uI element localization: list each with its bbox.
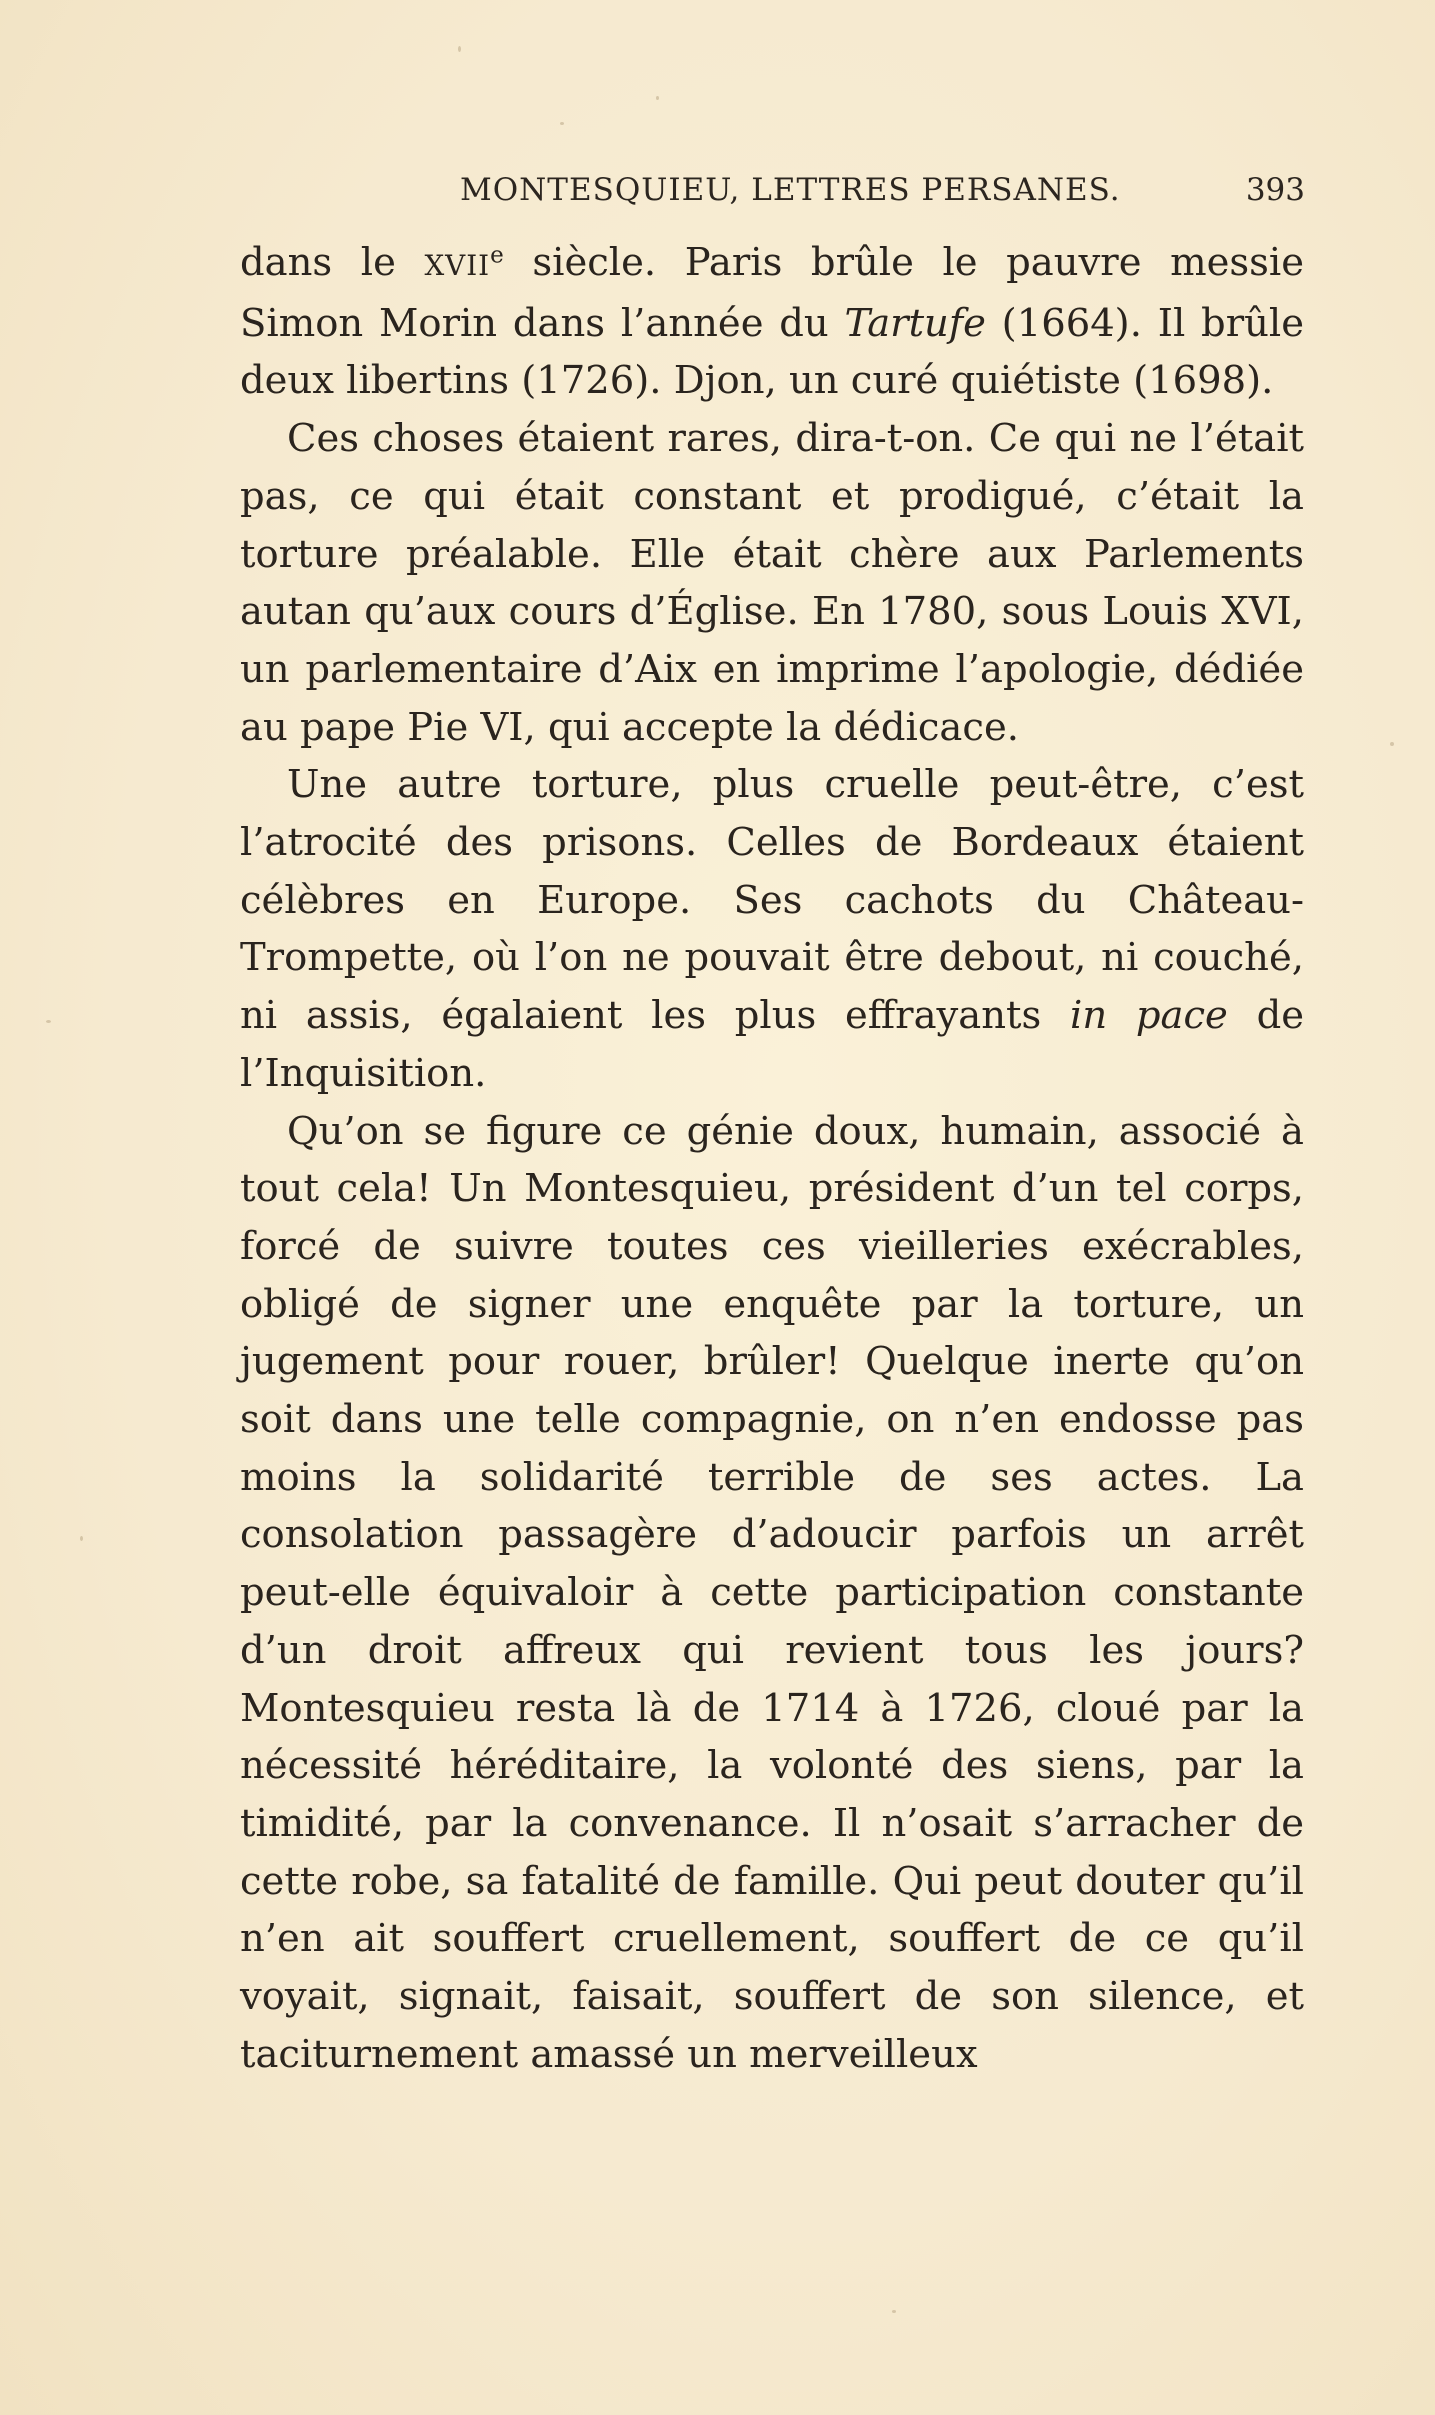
paragraph-3-text-b: de l’Inquisition. [240,993,1304,1096]
italic-title: Tartufe [844,300,986,346]
century-roman: XVII [424,249,491,282]
paragraph-1-text-b: (1664). Il brûle deux libertins (1726). Djon, un curé quiétiste (1698). [240,300,1305,404]
paper-fleck [458,46,461,52]
running-title: MONTESQUIEU, LETTRES PERSANES. [460,172,1121,208]
paragraph-3 [240,756,1304,1102]
paragraph-3-text-a: Une autre torture, plus cruelle peut-être, c’est l’atrocité des prisons. Celles de Bordeaux étaient célèbres en Europe. Ses cachots du Château-Trompette, où l’on ne pouvait être debout, ni couché, ni assis, égalaient les plus effrayants [240,762,1304,1039]
paper-fleck [560,122,564,125]
paragraph-1 [240,234,1304,410]
italic-phrase: in pace [1070,993,1228,1039]
body-text [240,234,1304,2084]
paper-fleck [46,1020,51,1023]
paper-fleck [656,96,659,100]
paper-fleck [80,1536,83,1541]
century-prefix: dans le [240,240,425,285]
paragraph-4: Qu’on se figure ce génie doux, humain, associé à tout cela! Un Montesquieu, président d’un tel corps, forcé de suivre toutes ces vieilleries exécrables, obligé de signer une enquête par la torture, un jugement pour rouer, brûler! Quelque inerte qu’on soit dans une telle compagnie, on n’en endosse pas moins la solidarité terrible de ses actes. La consolation passagère d’adoucir parfois un arrêt peut-elle équivaloir à cette participation constante d’un droit affreux qui revient tous les jours? Montesquieu resta là de 1714 à 1726, cloué par la nécessité héréditaire, la volonté des siens, par la timidité, par la convenance. Il n’osait s’arracher de cette robe, sa fatalité de famille. Qui peut douter qu’il n’en ait souffert cruellement, souffert de ce qu’il voyait, signait, faisait, souffert de son silence, et taciturnement amassé un merveilleux [240,1108,1304,2077]
paper-fleck [1390,742,1394,746]
running-head [240,172,1305,220]
paper-fleck [892,2310,896,2313]
page-number: 393 [1245,172,1305,208]
paragraph-1-text-a: siècle. Paris brûle le pauvre messie Simon Morin dans l’année du [240,240,1304,346]
paragraph-2: Ces choses étaient rares, dira-t-on. Ce qui ne l’était pas, ce qui était constant et prodigué, c’était la torture préalable. Elle était chère aux Parlements autan qu’aux cours d’Église. En 1780, sous Louis XVI, un parlementaire d’Aix en imprime l’apologie, dédiée au pape Pie VI, qui accepte la dédicace. [240,416,1304,750]
century-superscript: e [490,242,504,269]
